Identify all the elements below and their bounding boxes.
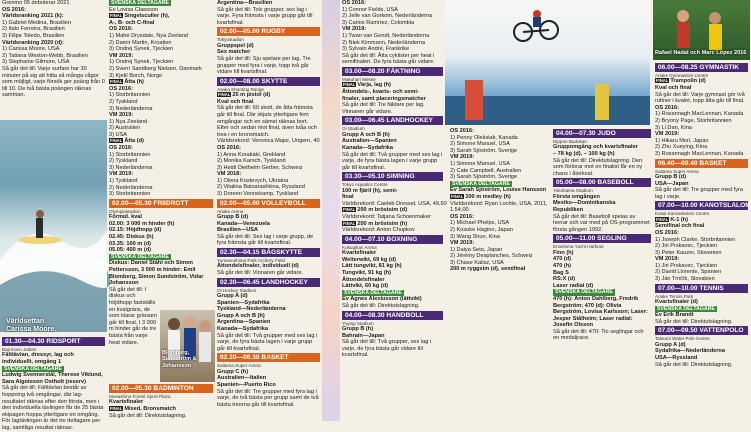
text-line: 3) Ondrej Synek, Tjeckien xyxy=(109,46,174,53)
text-line: 2) Tyskland xyxy=(109,158,138,165)
venue: Tokyostadion xyxy=(217,37,244,43)
text-line: Argentina—Brasilien xyxy=(217,0,273,6)
section-header-landhockey: 03.00—06.45 LANDHOCKEY xyxy=(342,116,443,125)
event-line: Argentina—Spanien xyxy=(217,319,271,326)
event-line: Kanada—Sydafrika xyxy=(217,326,268,332)
event-line: Kvartsfinaler xyxy=(109,399,144,406)
rules-note: Så går det till: Direktutslagning. xyxy=(655,318,733,325)
surfer-wave-icon xyxy=(0,120,107,332)
text-line: 3) Chase Kalisz, USA xyxy=(450,259,504,266)
text-line: 2) Australien xyxy=(109,125,141,132)
rules-note: Så går det till: Åtta cyklister per heat i semifinalen. De fyra bästa går vidare. xyxy=(342,52,435,66)
event-line: USA—Ryssland xyxy=(655,355,698,362)
event-line: 470 (d) xyxy=(553,256,572,263)
swedes-names: Ludwig Svennerstål, Therese Viklund, Sara Algotsson Ostholt (reserv) xyxy=(2,372,103,385)
event-line: 05.05: 400 m (d) xyxy=(109,247,151,254)
section-header-friidrott: 02.00—05.30 FRIIDROTT xyxy=(109,199,213,208)
event-line: 03.35: 100 m (d) xyxy=(109,240,151,247)
section-header-ridsport: 01.30—04.30 RIDSPORT xyxy=(2,337,105,346)
event-line: Grupp A och B (h) xyxy=(342,131,390,138)
event-line: – 78 kg (d), – 100 kg (h) xyxy=(553,151,615,157)
text-line: VM 2019: xyxy=(655,131,680,138)
text-line: 2) Jérémy Desplanches, Schweiz xyxy=(450,253,533,260)
swedes-label: SVENSKA DELTAGARE xyxy=(111,253,169,260)
event-line: FINAL 25 m pistol (d) xyxy=(218,92,271,99)
text-line: 2) Zhu Xueying, Kina xyxy=(655,144,708,151)
column-1-bottom xyxy=(0,336,107,431)
rules-note: Så går det till: Tre grupper med fyra lag i varje, de två bästa per grupp samt de två bästa treorna går till kvartsfinal. xyxy=(217,388,319,408)
column-4 xyxy=(340,0,445,421)
event-line: FINAL Mixed, Bronsmatch xyxy=(110,406,176,412)
text-line: OS 2016: xyxy=(342,0,366,6)
final-badge: FINAL xyxy=(110,79,123,85)
event-line: Gruppspel (d) xyxy=(217,42,254,49)
venue: Yokohama Stadium xyxy=(553,188,593,194)
event-line: Åttondelsfinaler, individuell (d) xyxy=(217,263,299,270)
event-line: Förmid. kval xyxy=(109,214,142,221)
venue: Tokyo Aquatics Centre xyxy=(342,182,388,188)
text-line: Grenmo 05 debuterar 2021 xyxy=(2,0,70,6)
rules-note: Så går det till: Fälttävlan består av hoppning två omgångar, där lag-resultatet räknas efter den första, men i den individuella tävlingen får de 25 bästa ekipagen hoppa ytterligare en omgång. För lagtävlingen är det tre deltagare per lag, samtliga resultat räknas. xyxy=(2,385,104,431)
text-line: VM 2019: xyxy=(109,171,134,178)
venue: Ariake Arena xyxy=(217,208,244,214)
event-line: Kvartsfinaler xyxy=(342,250,377,257)
event-line: FINAL 200 m bröstsim (h) xyxy=(343,220,408,227)
event-line: Australien—Italien xyxy=(217,375,267,382)
event-line: Welterwikt, 69 kg (d) xyxy=(342,256,396,263)
text-line: Världsrekord: Tatjana Schoenmaker xyxy=(342,214,431,221)
rules-note: Så går det till: Tolv grupper, sex lag i varje. Fyra främsta i varje grupp går till kvartsfinal. xyxy=(217,6,313,26)
section-header-basket: 02.30—06.30 BASKET xyxy=(217,353,320,362)
event-line: 100 m fjäril (h), semi- xyxy=(342,187,398,194)
rules-note: Så går det till: I diskus och höjdhopp fastställs en kvalgräns, de som klarar gränsen går till final. I 3 000 m hinder går de tre bästa från varje heat vidare. xyxy=(109,286,157,346)
swedes-label: SVENSKA DELTAGARE xyxy=(452,180,510,187)
column-1-top xyxy=(2,0,105,99)
event-line: Australien—Spanien xyxy=(342,138,397,145)
text-line: 3) Li Dan, Kina xyxy=(655,124,693,131)
section-header-kanotslalom: 07.00—10.00 KANOTSLALOM xyxy=(655,201,748,210)
event-line: Kvartsfinaler (d) xyxy=(655,299,698,306)
venue: Nippon Budokan xyxy=(553,139,587,144)
event-line: Lättvikt, 60 kg (d) xyxy=(342,283,389,290)
event-line: Laser radial (d) xyxy=(553,282,594,289)
text-line: OS 2016: xyxy=(655,229,679,236)
text-line: 1) Nya Zeeland xyxy=(109,118,148,125)
text-line: 2) Kosuke Hagino, Japan xyxy=(450,226,513,233)
text-line: 3) Doreen Vennekamp, Tyskland xyxy=(217,191,299,198)
text-line: VM 2018: xyxy=(217,171,242,178)
event-line: individuellt, omgång 1 xyxy=(2,359,62,365)
final-badge: FINAL xyxy=(656,78,669,84)
event-line: 02.00: 3 000 m hinder (h) xyxy=(109,220,175,227)
text-line: 3) Stephanie Gilmore, USA xyxy=(2,59,70,66)
swedes-label: SVENSKA DELTAGARE xyxy=(4,365,62,372)
rules-note: Så går det till: Varje surfare har 30 minuter på sig att hitta så många vågor som möjligt, varje försök ger poäng från 0 till 10. De två bästa poängen räknas samman. xyxy=(2,65,105,99)
section-header-boxning: 04.00—07.10 BOXNING xyxy=(342,235,443,244)
text-line: 2) Jiri Prskavec, Tjeckien xyxy=(655,243,718,250)
rules-note: Så går det till: Två grupper med sex lag i varje, de fyra bästa lagen i varje grupp går till kvartsfinal. xyxy=(342,151,443,171)
text-line: VM 2019: xyxy=(450,240,475,247)
event-line: 02.45: Diskus (h) xyxy=(109,234,154,240)
column-7 xyxy=(653,62,750,421)
venue: Enoshima Yacht Harbour xyxy=(553,244,604,250)
text-line: 1) Joseph Clarke, Storbritannien xyxy=(655,236,736,243)
text-line: Världsrekord: Anton Chupkov xyxy=(342,227,415,234)
text-line: 1) Daiya Seto, Japan xyxy=(450,246,503,253)
swedes-label: SVENSKA DELTAGARE xyxy=(344,289,402,296)
text-line: VM 2019: xyxy=(109,112,134,119)
photo-caption: Världsettan Carissa Moore. xyxy=(6,318,57,333)
venue: Asaka Shooting Range xyxy=(217,86,264,92)
event-line: Sex matcher xyxy=(217,49,251,56)
event-line: Grupp B (d) xyxy=(655,173,687,180)
text-line: VM 2019: xyxy=(450,154,475,161)
rules-note: Så går det till: Direktutslagning. xyxy=(655,361,733,368)
text-line: 2) Cate Campbell, Australien xyxy=(450,167,522,174)
text-line: 2) Tatiana Weston-Webb, Brasilien xyxy=(2,52,88,59)
text-line: OS 2016: xyxy=(450,213,474,220)
text-line: 3) Sylvain André, Frankrike xyxy=(342,46,410,53)
text-line: OS 2016: xyxy=(109,145,133,152)
event-line: Tungvikt, 91 kg (h) xyxy=(342,270,391,277)
text-line: 3) Storbritannien xyxy=(109,191,151,198)
venue: Saitama Super Arena xyxy=(217,363,261,369)
venue: Musashino Forest Sport Plaza xyxy=(109,394,171,399)
venue: Yumenoshima Park Archery Field xyxy=(217,258,285,264)
text-line: 1) Anna Korakaki, Grekland xyxy=(217,151,286,158)
rules-note: Så går det till: Direktutslagning. xyxy=(342,303,420,309)
rules-note: Så går det till: Sex lag i varje grupp, de fyra främsta går till kvartsfinal. xyxy=(217,233,314,247)
text-line: 3) Nederländerna xyxy=(109,164,153,171)
bmx-rider-icon xyxy=(445,0,650,125)
event-line: Spanien—Puerto Rico xyxy=(217,381,276,388)
section-header-simning: 03.30—05.10 SIMNING xyxy=(342,172,443,181)
text-line: OS 2016: xyxy=(217,144,241,151)
event-line: Bahrain—Japan xyxy=(342,332,385,339)
photo-caption: Blomberg, Sundström & Johansson xyxy=(162,350,197,369)
event-line: Grupp A (d) xyxy=(217,293,248,300)
photo-caption: Rafael Nadal och Marc López 2016 xyxy=(655,50,747,56)
rules-note: Så går det till: Vinnaren går vidare. xyxy=(217,270,304,277)
section-header-bagskytte: 02.30—04.15 BÅGSKYTTE xyxy=(217,248,320,257)
venue: Tatsumi Water Polo Centre xyxy=(655,336,710,342)
event-line: Bag S xyxy=(553,269,569,276)
text-line: 1) Simone Manuel, USA xyxy=(450,160,511,167)
event-line: finaler, samt placeringsmatcher xyxy=(342,95,426,102)
decorative-stripe xyxy=(322,0,340,421)
rules-note: Så går det till: Två grupper, sex lag i varje, de fyra bästa går vidare till kvartsfinal. xyxy=(342,339,432,359)
venue: Makuhari Messe xyxy=(342,76,376,82)
final-badge: FINAL xyxy=(656,216,669,222)
event-line: Åttondels-, kvarts- och semi- xyxy=(342,88,419,95)
text-line: 1) Storbritannien xyxy=(109,151,151,158)
event-line: Grupp B (d) xyxy=(217,214,249,221)
event-line: FINAL Åtta (d) xyxy=(110,138,144,145)
section-header-rugby: 02.00—05.00 RUGBY xyxy=(217,27,320,36)
event-line: FINAL Åtta (h) xyxy=(110,79,144,86)
rules-note: Så går det till: Två grupper med sex lag i varje, de fyra bästa lagen i varje grupp går till kvartsfinal. xyxy=(217,332,318,352)
section-header-gymnastik: 06.00—08.25 GYMNASTIK xyxy=(655,63,748,72)
surfer-photo xyxy=(0,120,107,332)
event-line: Sydafrika—Nederländerna xyxy=(655,348,725,355)
event-line: FINAL 200 m medley (h) xyxy=(451,193,511,200)
venue: Saitama Super Arena xyxy=(655,168,699,174)
event-line: FINAL 200 m bröstsim (d) xyxy=(343,207,408,214)
final-badge: FINAL xyxy=(343,82,356,88)
section-header-vattenpolo: 07.00—09.50 VATTENPOLO xyxy=(655,326,748,335)
event-line: Lätt tungvikt, 81 kg (h) xyxy=(342,263,402,270)
event-line: FINAL Trampolin (d) xyxy=(656,78,706,85)
text-line: 2) Sverri Sandberg Nielsen, Danmark xyxy=(109,65,202,72)
text-line: Ev Lovisa Claesson xyxy=(109,6,159,13)
text-line: 3) Ján Trnčík, Slovakien xyxy=(655,276,715,283)
section-header-handboll: 04.00—08.30 HANDBOLL xyxy=(342,311,443,320)
text-line: Världsrekord: Ryan Lochte, USA, 2011, 1.54,00 xyxy=(450,200,548,214)
text-line: OS 2016: xyxy=(109,85,133,92)
text-line: 2) Nederländerna xyxy=(109,184,153,191)
text-line: 1) Hikaru Mori, Japan xyxy=(655,137,709,144)
column-2-bottom xyxy=(107,383,215,421)
rules-note: Så går det till: Direktutslagning. Den som förlorar mot en finalist får en ny chans i återkval. xyxy=(553,157,643,177)
swedes-names: Ev Sarah Sjöström, Louise Hansson xyxy=(450,187,547,194)
event-line: final xyxy=(342,194,354,201)
event-line: Fälttävlan, dressyr, lag och xyxy=(2,352,74,359)
text-line: 1) Storbritannien xyxy=(109,92,151,99)
event-line: RS:X (d) xyxy=(553,276,576,283)
event-line: Kval och final xyxy=(655,85,692,91)
text-line: 1) Rosannagh MacLennan, Kanada xyxy=(655,111,744,118)
rules-note: Så går det till: 470: Tio seglingar och en medaljrace. xyxy=(553,328,644,342)
text-line: Världsrekord: Veronica Major, Ungern, 40 xyxy=(217,138,320,145)
venue: Kasai Kanoeslalom Centre xyxy=(655,211,710,217)
section-header-tennis: 07.00—10.00 TENNIS xyxy=(655,284,748,293)
event-line: Gruppomgång och kvartsfinaler xyxy=(553,144,638,151)
rules-note: Så går det till: Varje gymnast gör två rutiner i kvalet, topp åtta går till final. xyxy=(655,91,745,105)
swedes-label: SVENSKA DELTAGARE xyxy=(555,289,613,296)
swedes-names: Ev Erik Brandt xyxy=(655,312,694,319)
text-line: 2) Niek Kimmann, Nederländerna xyxy=(342,39,426,46)
section-header-volleyboll: 02.00—05.00 VOLLEYBOLL xyxy=(217,199,320,208)
text-line: 2) Italo Ferreira, Brasilien xyxy=(2,26,65,33)
text-line: OS 2016: xyxy=(2,6,26,13)
event-line: Semifinal och final xyxy=(655,223,705,230)
swedes-label: SVENSKA DELTAGARE xyxy=(657,305,715,312)
text-line: 3) Filipe Toledo, Brasilien xyxy=(2,32,65,39)
column-6 xyxy=(551,128,653,421)
text-line: 1) Olena Kostevych, Ukraina xyxy=(217,177,289,184)
event-line: Brasilien—USA xyxy=(217,227,259,234)
text-line: 2) David Llorente, Spanien xyxy=(655,269,722,276)
text-line: 2) Jelle van Gorkom, Nederländerna xyxy=(342,13,433,20)
venue: Yoyogi Stadium xyxy=(342,320,374,326)
column-3 xyxy=(215,0,322,421)
text-line: 3) Rosannagh MacLennan, Kanada xyxy=(655,150,744,157)
event-line: 470 (h) xyxy=(553,262,572,269)
rules-note: Så går det till: Tre grupper med fyra lag i varje. xyxy=(655,187,743,200)
section-header-faktning: 03.00—08.20 FÄKTNING xyxy=(342,67,443,76)
section-header-judo: 04.00—07.30 JUDO xyxy=(553,129,651,138)
section-header-segling: 05.00—11.00 SEGLING xyxy=(553,234,651,243)
section-header-badminton: 02.00—05.30 BADMINTON xyxy=(109,384,213,393)
text-line: VM 2019: xyxy=(109,52,134,59)
text-line: Världsranking 2020 (d): xyxy=(2,39,64,46)
event-line: Kanada—Venezuela xyxy=(217,220,270,227)
swedes-label: SVENSKA DELTAGARE xyxy=(111,0,169,6)
venue: Ariake Gymnastics Centre xyxy=(655,73,709,78)
final-badge: FINAL xyxy=(218,92,231,98)
swedes-names: 470 (h): Anton Dahlberg, Fredrik Bergström; 470 (d): Olivia Bergström, Lovisa Karlsson; Laser: Jesper Stålheim; Laser radial: Josefin Olsson xyxy=(553,295,648,329)
text-line: 2) Bryony Page, Storbritannien xyxy=(655,117,732,124)
event-line: Republiken xyxy=(553,206,584,213)
text-line: 1) Carissa Moore, USA xyxy=(2,46,60,53)
section-header-skytte: 02.00—08.00 SKYTTE xyxy=(217,77,320,86)
athletes-icon xyxy=(160,310,215,382)
event-line: Mexiko—Dominikanska xyxy=(553,200,616,207)
text-line: 3) Peter Kauzer, Slovenien xyxy=(655,249,722,256)
event-line: Grupp A (d) xyxy=(655,341,686,348)
event-line: Grupp A och B (h) xyxy=(217,312,265,319)
text-line: 1) Tyskland xyxy=(109,178,138,185)
rules-note: Så går det till: Tre fäktare per lag. Vinnaren går vidare. xyxy=(342,102,425,115)
text-line: 1) Jiri Prskavec, Tjeckien xyxy=(655,262,718,269)
event-line: FINAL Singelsculler (h), xyxy=(110,13,170,20)
event-line: FINAL Värja, lag (h) xyxy=(343,82,391,89)
event-line: FINAL K-1 (h) xyxy=(656,216,689,223)
venue: Oi Stadium xyxy=(342,126,365,132)
text-line: 1) Michael Phelps, USA xyxy=(450,220,510,227)
event-line: Grupp B (h) xyxy=(342,326,374,332)
event-line: Grupp C (h) xyxy=(217,368,249,375)
text-line: OS 2016: xyxy=(655,104,679,111)
final-badge: FINAL xyxy=(110,138,123,144)
text-line: 3) Sarah Sjöström, Sverige xyxy=(450,174,518,181)
swedes-names: Ev Agnes Alexiusson (lättvikt) xyxy=(342,296,422,303)
rules-note: Så går det till: Sju spelare per lag. Tre grupper med fyra i varje, topp två går vidare till kvartsfinal. xyxy=(217,55,311,76)
swedes-names: Diskus: Daniel Ståhl och Simon Pettersson, 3 000 m hinder: Emil Blomberg, Simon Sundström, Vidar Johansson xyxy=(109,260,204,287)
event-line: A-, B- och C-final xyxy=(109,19,155,26)
event-line: Första omgången xyxy=(553,193,600,200)
rules-note: Så går det till: 60 skott, de åtta främsta går till final. Där skjuts ytterligare fem omgångar och en sämst räknas bort. Efter och sedan mot final, även tvåa och trea i en bronsmatch. xyxy=(217,105,317,138)
section-header-basket: 06.40—09.40 BASKET xyxy=(655,159,748,168)
event-line: Kanada—Sydafrika xyxy=(342,144,393,151)
final-badge: FINAL xyxy=(343,207,356,213)
event-line: 02.15: Höjdhopp (d) xyxy=(109,227,162,234)
text-line: 3) Nederländerna xyxy=(109,105,153,112)
rules-note: Så går det till: Baseboll spelas av herrar och var med på OS-programmet första gången 1992. xyxy=(553,213,650,233)
rules-note: Så går det till: Direktutslagning. xyxy=(109,412,187,419)
venue: Kokugikan Arena xyxy=(342,244,377,250)
runners-photo xyxy=(160,310,215,382)
text-line: 2) Vitalina Batsarashkina, Ryssland xyxy=(217,184,305,191)
text-line: 3) Heidi Diethelm Gerber, Schweiz xyxy=(217,164,303,171)
event-line: Finn (h) xyxy=(553,249,574,256)
text-line: Världsrekord: Caeleb Dressel, USA, 49,50 xyxy=(342,200,447,207)
text-line: 3) Sarah Sjöström, Sverige xyxy=(450,147,518,154)
text-line: 2) Monika Karsch, Tyskland xyxy=(217,158,286,165)
text-line: VM 2019: xyxy=(342,26,367,33)
final-badge: FINAL xyxy=(110,13,123,19)
text-line: 3) USA xyxy=(109,131,128,138)
event-line: Spanien—Sydafrika xyxy=(217,299,270,306)
column-5 xyxy=(448,128,551,421)
text-line: 3) Wang Shun, Kina xyxy=(450,233,500,240)
venue: Ariake Tennis Park xyxy=(655,293,694,299)
text-line: OS 2016: xyxy=(450,128,474,134)
text-line: VM 2019: xyxy=(655,256,680,263)
text-line: Världsranking 2021 (k): xyxy=(2,13,64,20)
final-badge: FINAL xyxy=(343,220,356,226)
event-line: Åttondelsfinaler xyxy=(342,276,385,283)
final-badge: FINAL xyxy=(110,406,123,411)
text-line: 1) Gabriel Medina, Brasilien xyxy=(2,19,72,26)
text-line: 2) Simone Manuel, USA xyxy=(450,141,511,148)
text-line: OS 2016: xyxy=(109,26,133,33)
text-line: 1) Twan van Gendt, Nederländerna xyxy=(342,32,430,39)
event-line: Kval och final xyxy=(217,98,254,105)
text-line: 2) Damir Martin, Kroatien xyxy=(109,39,172,46)
section-header-landhockey: 02.30—06.45 LANDHOCKEY xyxy=(217,278,320,287)
text-line: 3) Carlos Ramírez, Colombia xyxy=(342,19,415,26)
venue: Oi Hockey Stadium xyxy=(217,287,257,293)
text-line: 1) Connor Fields, USA xyxy=(342,6,398,13)
text-line: 1) Penny Oleksiak, Kanada xyxy=(450,134,518,141)
event-line: 200 m ryggsim (d), semifinal xyxy=(450,266,526,273)
text-line: 2) Tyskland xyxy=(109,98,138,105)
section-header-baseboll: 05.00—08.00 BASEBOLL xyxy=(553,178,651,187)
final-badge: FINAL xyxy=(451,193,464,199)
event-line: Tyskland—Nederländerna xyxy=(217,306,286,313)
text-line: 3) Kjetil Borch, Norge xyxy=(109,72,163,79)
text-line: 1) Ondrej Synek, Tjeckien xyxy=(109,59,174,66)
venue: Baji Koen Jaiben xyxy=(2,347,37,352)
event-line: USA—Japan xyxy=(655,180,689,187)
venue: Olympiastadion xyxy=(109,208,141,214)
bmx-photo xyxy=(445,0,650,125)
text-line: 1) Mahé Drysdale, Nya Zeeland xyxy=(109,32,188,39)
